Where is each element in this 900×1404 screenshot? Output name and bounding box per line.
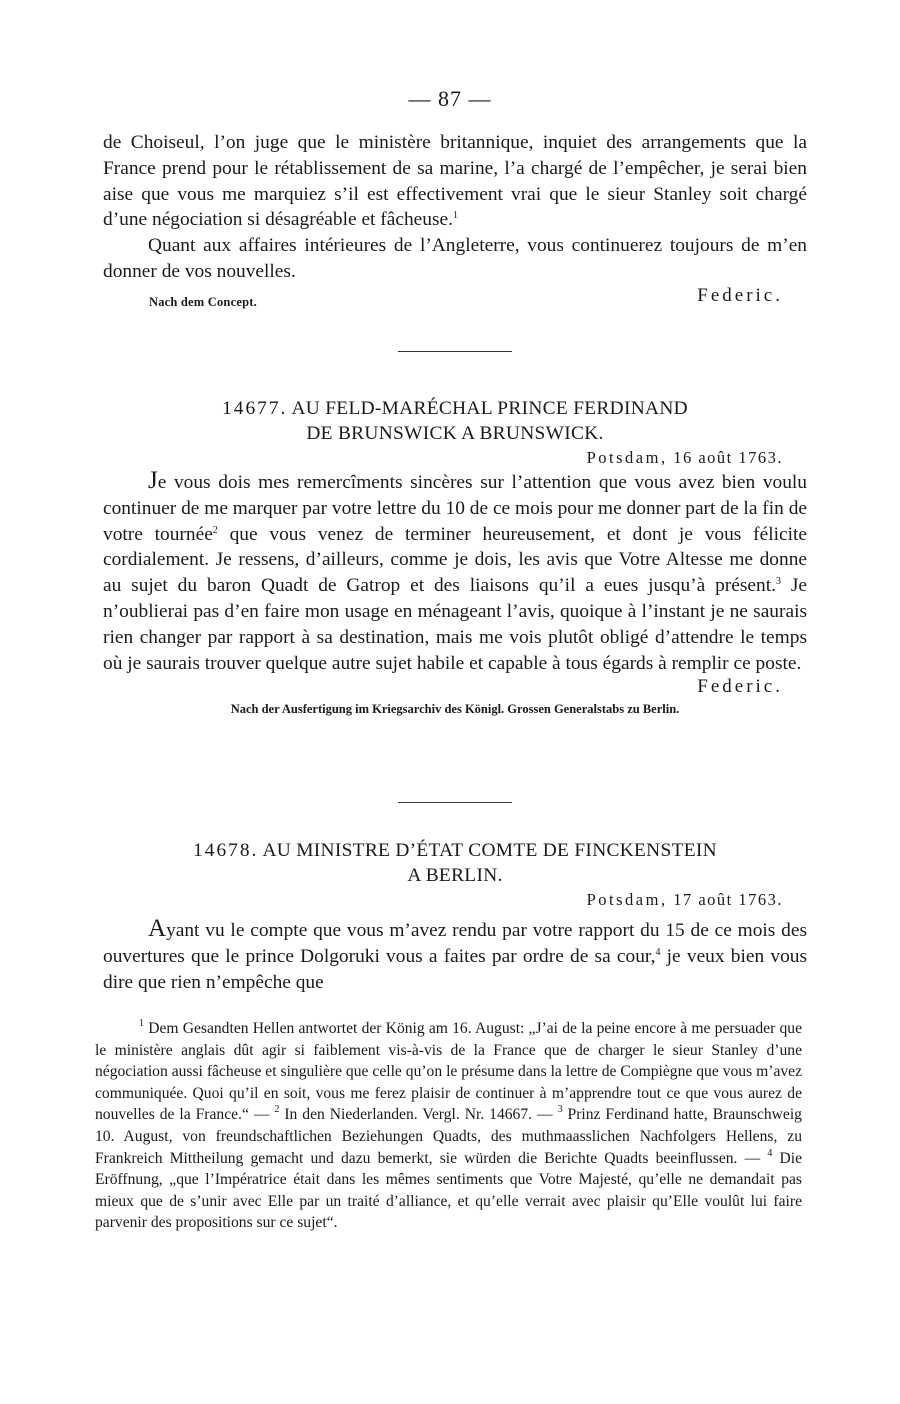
letter-heading-line-2: DE BRUNSWICK A BRUNSWICK. bbox=[306, 423, 604, 444]
footnote-text: Die Eröffnung, „que l’Impératrice était dans les mêmes sentiments que Votre Majesté, qu’elle ne demandait pas mieux que de s’unir avec Elle par un traité d’alliance, et qu’elle verrait avec plaisir qu’Elle voulût lui faire parvenir des propositions sur ce sujet“. bbox=[95, 1149, 802, 1232]
footnote-text: Dem Gesandten Hellen antwortet der König am 16. August: „J’ai de la peine encore à me persuader que le ministère anglais dût agir si faiblement vis-à-vis de la France que de charger le sieur Stanley d’une négociation aussi fâcheuse et singulière que celle qu’on le présume dans la lettre de Compiègne que vous m’avez communiquée. Quoi qu’il en soit, vous me ferez plaisir de continuer à m’apprendre tout ce que vous aurez de nouvelles de la France.“ — bbox=[95, 1020, 802, 1124]
letter-14677 bbox=[103, 396, 807, 728]
heading-line: AU FELD-MARÉCHAL PRINCE FERDINAND bbox=[291, 398, 688, 419]
date: 16 août 1763. bbox=[673, 448, 783, 467]
signature: Federic. bbox=[697, 676, 783, 698]
footnote-text: In den Niederlanden. Vergl. Nr. 14667. — bbox=[279, 1106, 558, 1124]
letter-body bbox=[103, 467, 807, 676]
footnote-ref: 2 bbox=[212, 524, 218, 536]
source-line bbox=[103, 702, 807, 728]
place: Potsdam, bbox=[586, 448, 668, 467]
section-divider bbox=[398, 351, 512, 352]
body-text: Je n’oublierai pas d’en faire mon usage en ménageant l’avis, quoique à l’instant je ne saurais rien changer par rapport à sa destination, mais me vois plutôt obligé d’attendre le temps où je saurais trouver quelque autre sujet habile et capable à tous égards à remplir ce poste. bbox=[103, 575, 807, 674]
letter-number: 14677. bbox=[222, 398, 288, 419]
footnote-ref: 3 bbox=[775, 576, 781, 588]
letter-body bbox=[103, 915, 808, 995]
dateline bbox=[103, 888, 807, 912]
page-number: — 87 — bbox=[408, 86, 492, 111]
footnotes bbox=[95, 1018, 802, 1234]
letter-heading-line-2: A BERLIN. bbox=[407, 865, 503, 886]
date: 17 août 1763. bbox=[673, 890, 783, 909]
footnote-ref: 4 bbox=[655, 946, 661, 958]
dateline bbox=[103, 446, 807, 470]
letter-number: 14678. bbox=[193, 840, 259, 861]
footnote-block bbox=[95, 1018, 802, 1234]
initial-letter: A bbox=[148, 915, 167, 942]
footnote-number: 3 bbox=[557, 1104, 563, 1116]
place: Potsdam, bbox=[586, 890, 668, 909]
source-note: Nach der Ausfertigung im Kriegsarchiv des Königl. Grossen Generalstabs zu Berlin. bbox=[230, 702, 680, 717]
signature-line bbox=[103, 676, 807, 702]
body-text: e vous dois mes remercîments sincères sur l’attention que vous avez bien voulu continuer de me marquer par votre lettre du 10 de ce mois pour me donner part de la fin de votre tournée bbox=[103, 472, 807, 545]
letter-14678 bbox=[103, 838, 807, 995]
letter-heading bbox=[103, 838, 807, 863]
footnote-number: 1 bbox=[139, 1018, 144, 1029]
section-divider bbox=[398, 802, 512, 803]
source-note: Nach dem Concept. bbox=[149, 294, 257, 309]
footnote-number: 2 bbox=[274, 1104, 280, 1116]
body-text: que vous venez de terminer heureusement, et dont je vous félicite cordialement. Je ressens, d’ailleurs, comme je dois, les avis que Votre Altesse me donne au sujet du baron Quadt de Gatrop et des liaisons qu’il a eues jusqu’à présent. bbox=[103, 523, 807, 597]
paragraph bbox=[103, 130, 807, 233]
footnote-text: Prinz Ferdinand hatte, Braunschweig 10. August, von freundschaftlichen Beziehungen Quadts, des muthmaasslichen Nachfolgers Hellens, zu Frankreich Mittheilung gemacht und dazu bemerkt, sie würden die Berichte Quadts beeinflussen. — bbox=[95, 1106, 802, 1167]
continuation-section bbox=[103, 130, 807, 315]
paragraph: Quant aux affaires intérieures de l’Angleterre, vous continuerez toujours de m’en donner de vos nouvelles. bbox=[103, 235, 807, 282]
source-line bbox=[103, 285, 807, 315]
body-text: je veux bien vous dire que rien n’empêche que bbox=[103, 945, 808, 993]
footnote-ref: 1 bbox=[452, 210, 458, 222]
heading-line: AU MINISTRE D’ÉTAT COMTE DE FINCKENSTEIN bbox=[262, 840, 717, 861]
letter-heading bbox=[103, 396, 807, 421]
footnote-number: 4 bbox=[767, 1147, 773, 1159]
paragraph-text: de Choiseul, l’on juge que le ministère britannique, inquiet des arrangements que la France prend pour le rétablissement de sa marine, l’a chargé de l’empêcher, je serai bien aise que vous me marquiez s’il est effectivement vrai que le sieur Stanley soit chargé d’une négociation si désagréable et fâcheuse. bbox=[103, 132, 807, 231]
initial-letter: J bbox=[148, 467, 158, 494]
signature: Federic. bbox=[697, 284, 783, 306]
body-text: yant vu le compte que vous m’avez rendu par votre rapport du 15 de ce mois des ouvertures que le prince Dolgoruki vous a faites par ordre de sa cour, bbox=[103, 920, 807, 967]
